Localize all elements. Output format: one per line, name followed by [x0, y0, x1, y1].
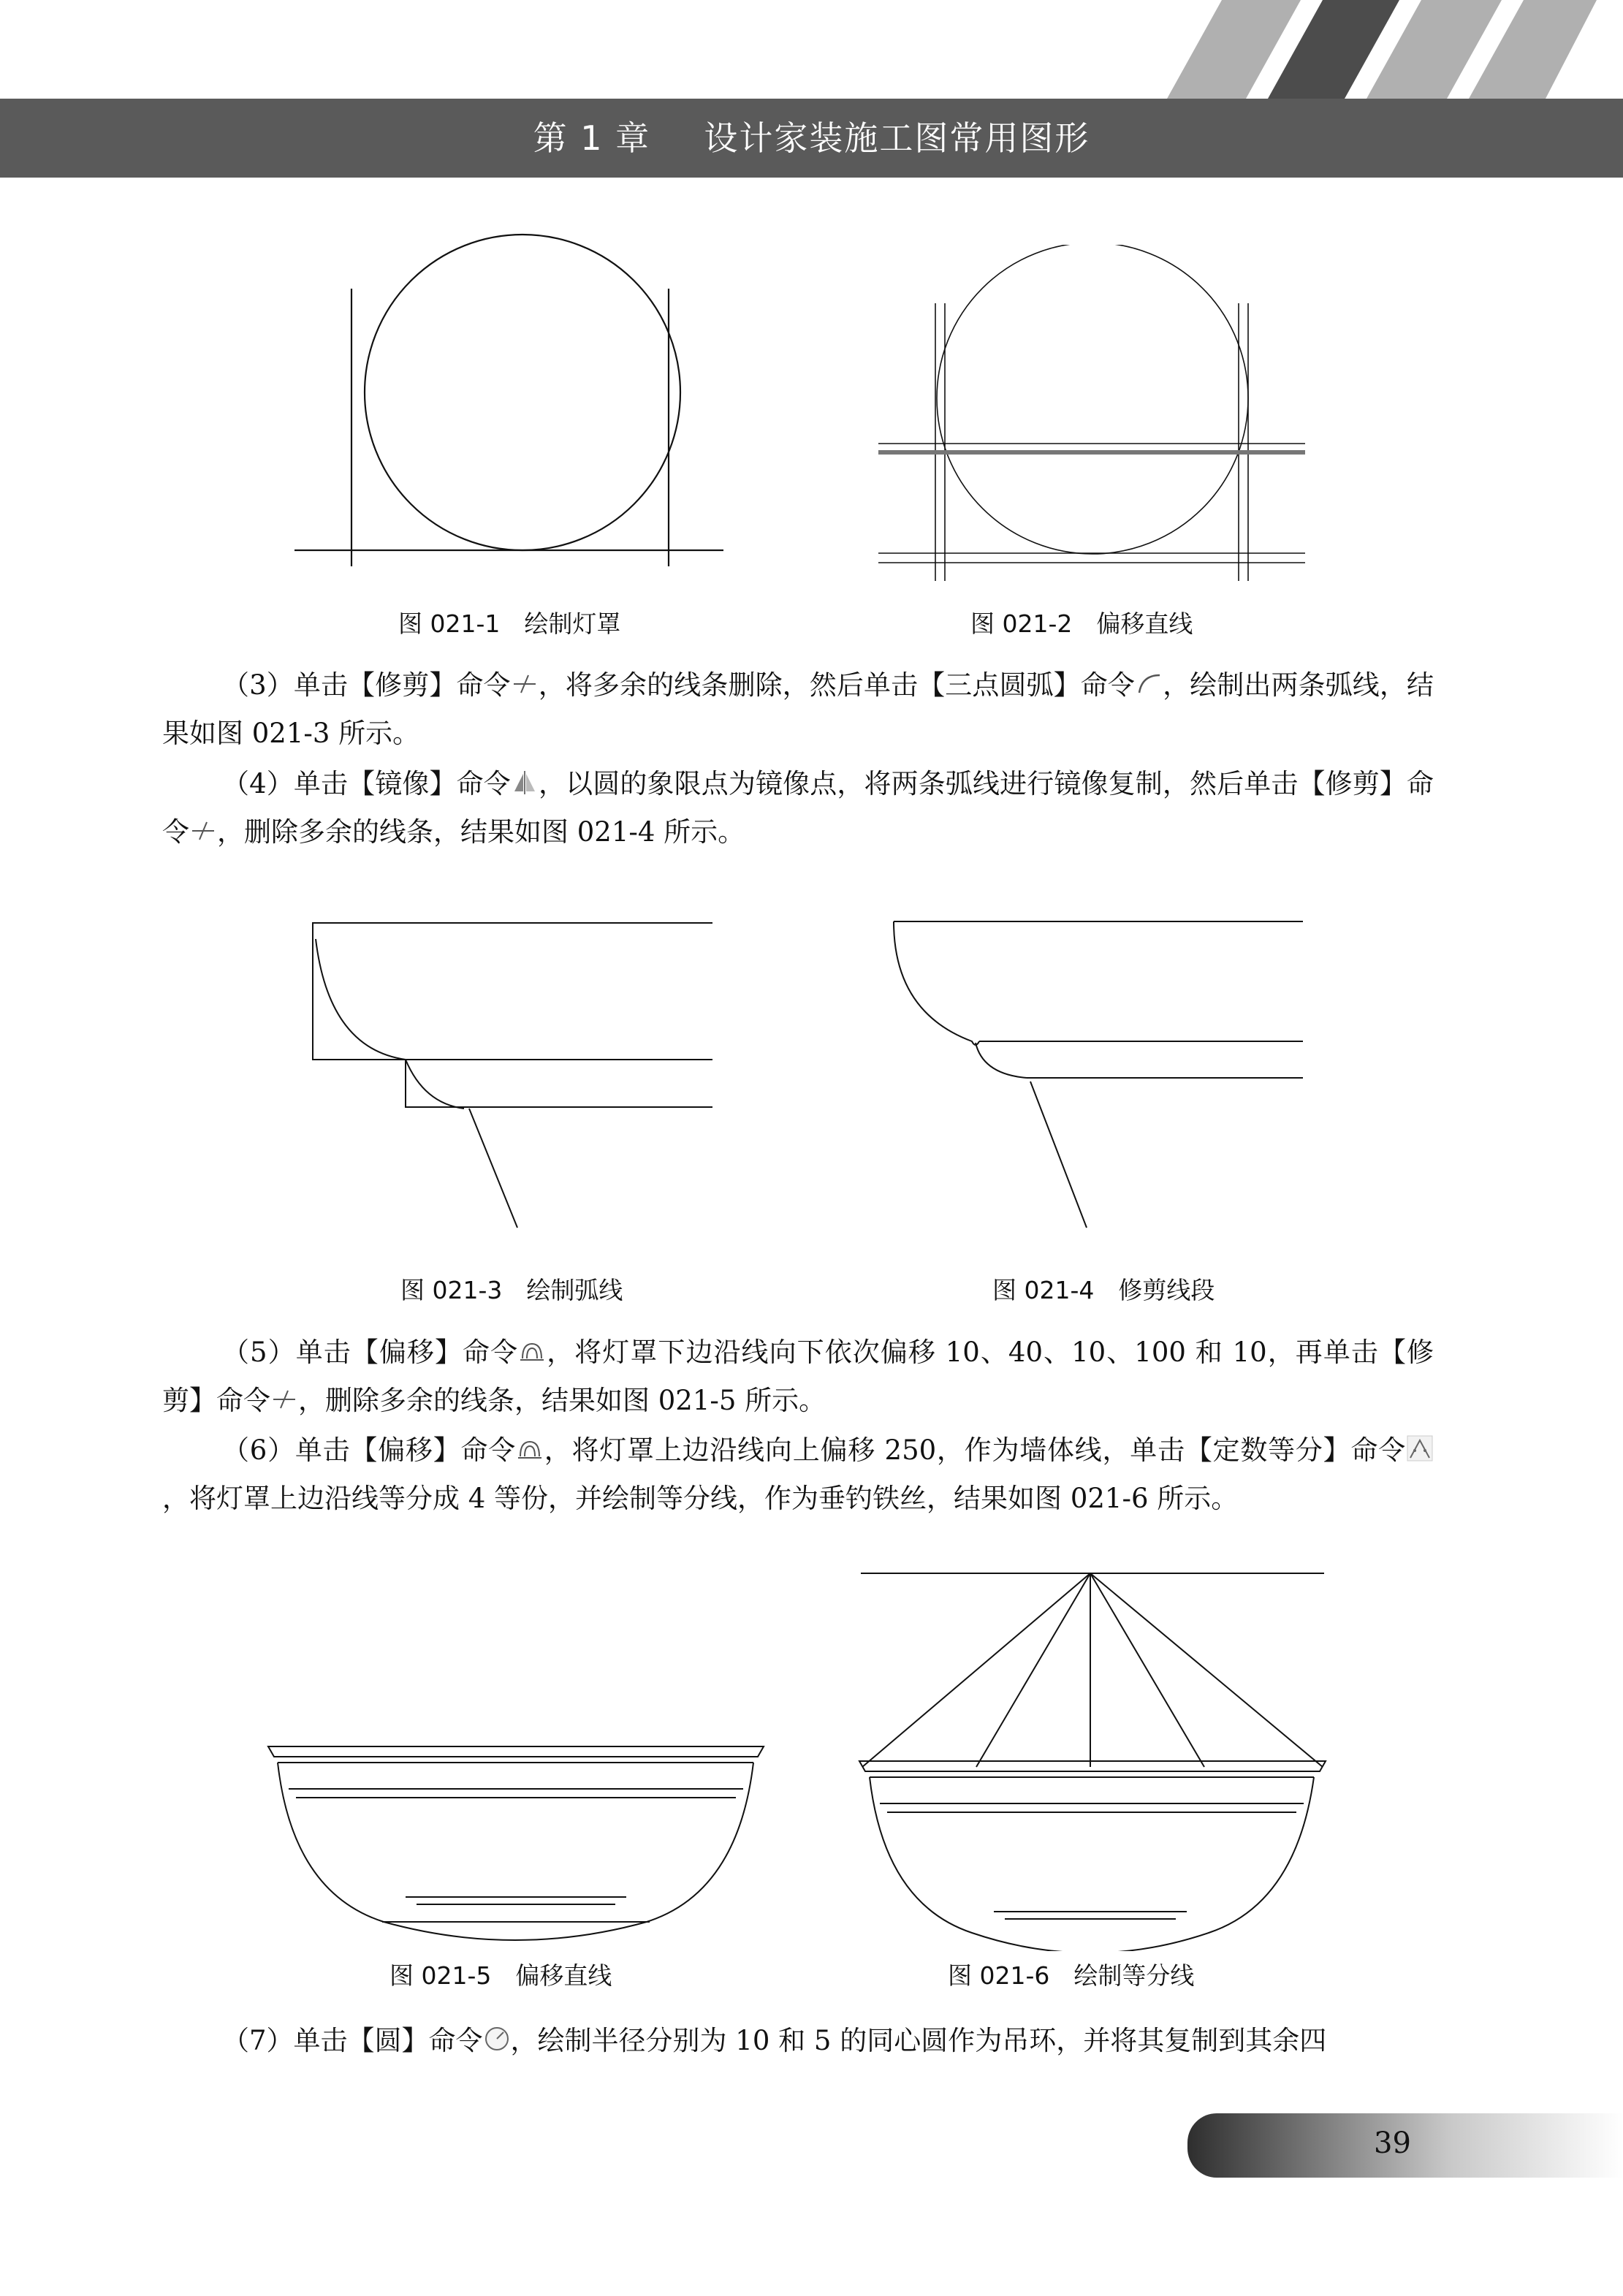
chapter-header: [0, 99, 1623, 178]
figure-021-5: [259, 1739, 771, 1951]
offset-icon: [516, 1434, 544, 1462]
circle-icon: [483, 2025, 511, 2053]
caption-fig-021-1: 图 021-1 绘制灯罩: [398, 609, 621, 638]
paragraph-step-6: （6）单击【偏移】命令 ，将灯罩上边沿线向上偏移 250，作为墙体线，单击【定数等分】命令，将灯罩上边沿线等分成 4 等份，并绘制等分线，作为垂钓铁丝，结果如图 021-6 所示。: [162, 1426, 1434, 1523]
caption-fig-021-4: 图 021-4 修剪线段: [992, 1276, 1215, 1304]
arc-icon: [1135, 669, 1163, 697]
chapter-number: 第 1 章: [533, 118, 651, 158]
caption-fig-021-5: 图 021-5 偏移直线: [389, 1961, 612, 1990]
caption-fig-021-2: 图 021-2 偏移直线: [970, 609, 1193, 638]
figure-021-1: [289, 230, 727, 566]
paragraph-step-7: （7）单击【圆】命令 ，绘制半径分别为 10 和 5 的同心圆作为吊环，并将其复制到其余四: [222, 2025, 1327, 2056]
divide-icon: [1406, 1434, 1434, 1462]
paragraph-step-4: （4）单击【镜像】命令 ，以圆的象限点为镜像点，将两条弧线进行镜像复制，然后单击【修剪】命令 ，删除多余的线条，结果如图 021-4 所示。: [162, 768, 1434, 848]
mirror-icon: [511, 768, 539, 796]
trim-icon: [270, 1385, 298, 1413]
chapter-title: 设计家装施工图常用图形: [704, 118, 1090, 158]
page-number: 39: [1374, 2126, 1411, 2160]
header-stripes: [0, 0, 1623, 99]
trim-icon: [189, 816, 217, 844]
figure-021-2: [870, 245, 1315, 581]
caption-fig-021-3: 图 021-3 绘制弧线: [400, 1276, 623, 1304]
paragraph-step-3: （3）单击【修剪】命令 ，将多余的线条删除，然后单击【三点圆弧】命令 ，绘制出两条弧线，结果如图 021-3 所示。: [162, 669, 1434, 749]
offset-icon: [518, 1337, 546, 1364]
caption-fig-021-6: 图 021-6 绘制等分线: [948, 1961, 1195, 1990]
figure-021-3: [307, 917, 716, 1239]
figure-021-4: [888, 917, 1312, 1239]
figure-021-6: [855, 1564, 1337, 1951]
paragraph-step-5: （5）单击【偏移】命令 ，将灯罩下边沿线向下依次偏移 10、40、10、100 和 10，再单击【修剪】命令 ，删除多余的线条，结果如图 021-5 所示。: [162, 1337, 1434, 1416]
trim-icon: [511, 669, 539, 697]
